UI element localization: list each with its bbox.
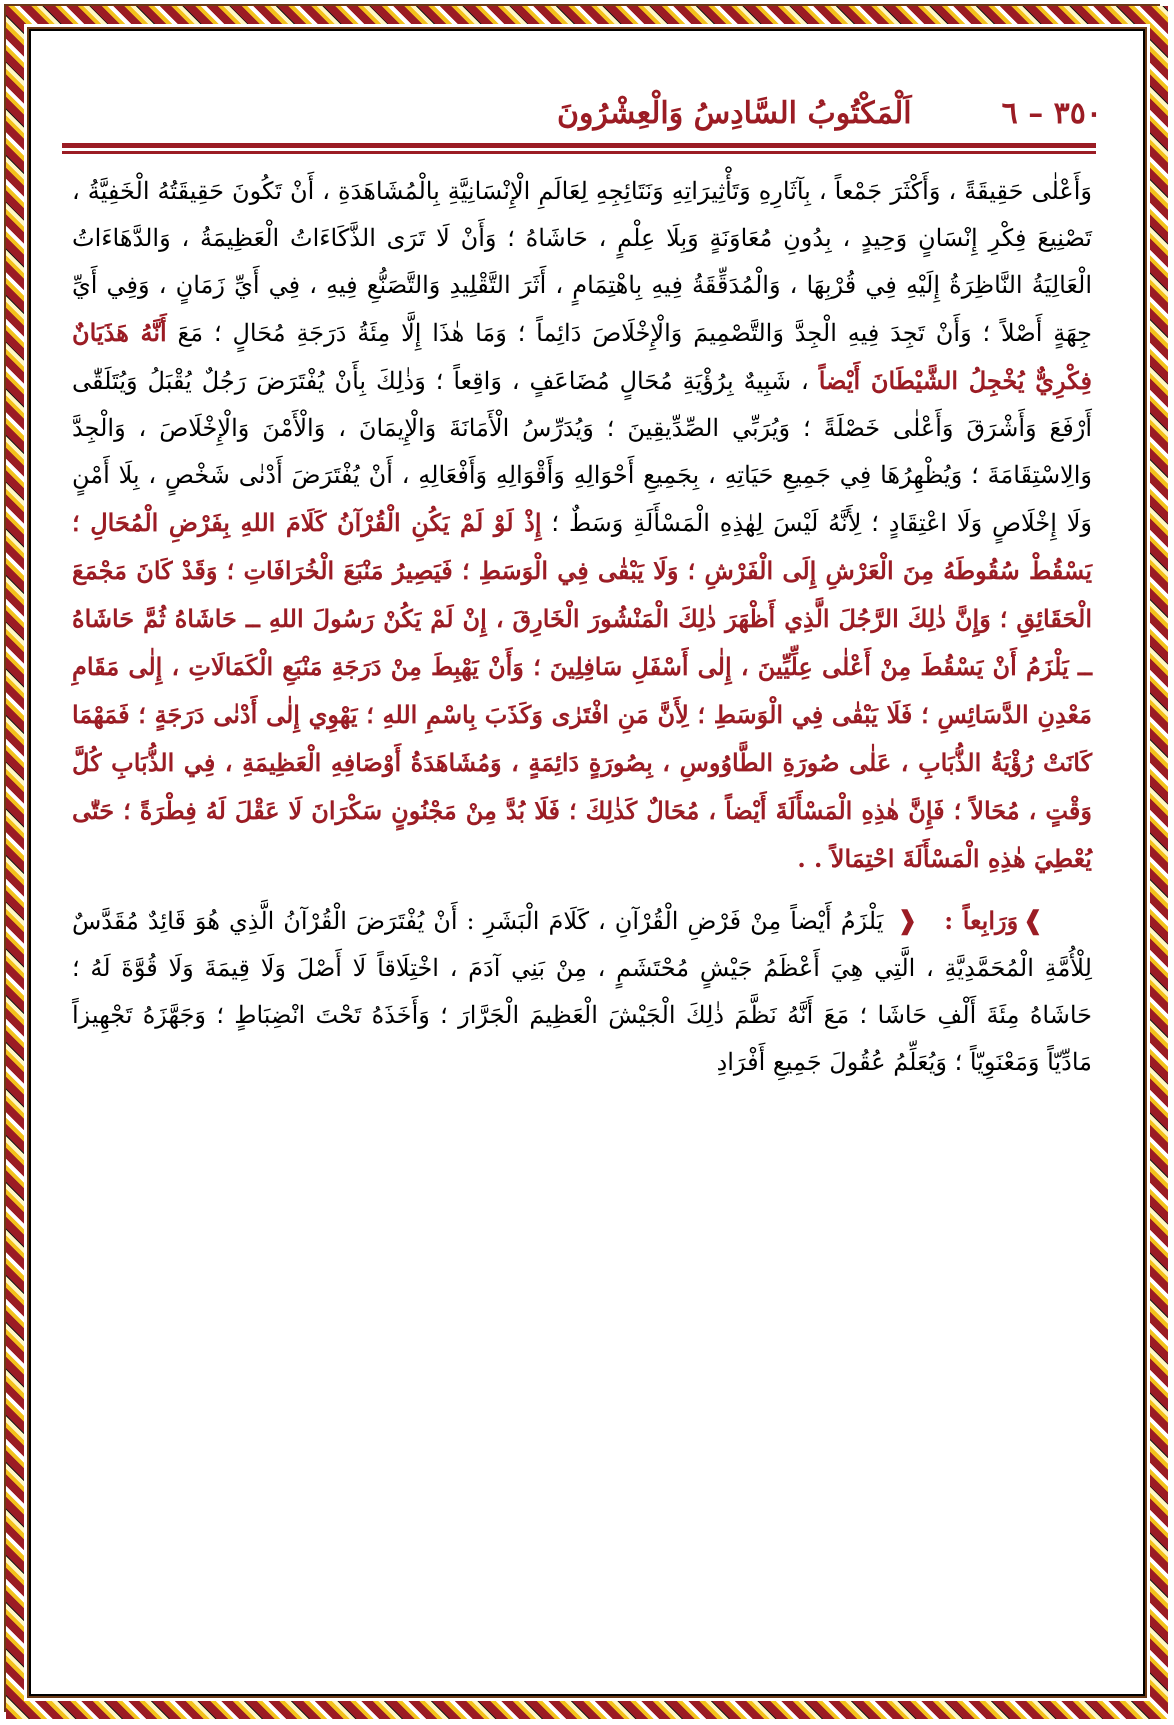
page-header bbox=[62, 88, 1112, 138]
running-title: اَلْمَكْتُوبُ السَّادِسُ وَالْعِشْرُونَ bbox=[556, 95, 912, 131]
text-segment: وَأَعْلٰى حَقِيقَةً ، وَأَكْثَرَ جَمْعاً ، بِآثَارِهِ وَتَأْثِيرَاتِهِ وَنَتَائِجِهِ لِعَالَمِ الْإِنْسَانِيَّةِ بِالْمُشَاهَدَةِ ، أَنْ تَكُونَ حَقِيقَتُهُ الْخَفِيَّةُ ، تَصْنِيعَ فِكْرِ إِنْسَانٍ وَحِيدٍ ، بِدُونِ مُعَاوَنَةٍ وَبِلَا عِلْمٍ ، حَاشَاهُ ؛ وَأَنْ لَا تَرَى الذَّكَاءَاتُ الْعَظِيمَةُ ، وَالدَّهَاءَاتُ الْعَالِيَةُ النَّاظِرَةُ إِلَيْهِ فِي قُرْبِهَا ، وَالْمُدَقِّقَةُ فِيهِ بِاهْتِمَامٍ ، أَثَرَ التَّقْلِيدِ وَالتَّصَنُّعِ فِيهِ ، فِي أَيِّ زَمَانٍ ، وَفِي أَيِّ جِهَةٍ أَصْلاً ؛ وَأَنْ تَجِدَ فِيهِ الْجِدَّ وَالتَّصْمِيمَ وَالْإِخْلَاصَ دَائِماً ؛ وَمَا هٰذَا إِلَّا مِئَةُ دَرَجَةِ مُحَالٍ ؛ مَعَ bbox=[72, 177, 1092, 347]
highlighted-text: أَنَّهُ هَذَيَانٌ فِكْرِيٌّ يُخْجِلُ الشَّيْطَانَ أَيْضاً bbox=[72, 318, 1092, 395]
paragraph bbox=[72, 168, 1092, 883]
page-number: ٣٥٠ – ٦ bbox=[1001, 95, 1102, 131]
ornament-bracket-icon: ❰ bbox=[896, 906, 919, 936]
paragraph bbox=[72, 897, 1092, 1086]
section-marker bbox=[892, 906, 1070, 935]
text-segment: ، شَبِيهٌ بِرُؤْيَةِ مُحَالٍ مُضَاعَفٍ ، وَاقِعاً ؛ وَذٰلِكَ بِأَنْ يُفْتَرَضَ رَجُلٌ يُقْبَلُ وَيُتَلَقّٰى أَرْفَعَ وَأَشْرَقَ وَأَعْلٰى خَصْلَةً ؛ وَيُرَبِّي الصِّدِّيقِينَ ؛ وَيُدَرِّسُ الْأَمَانَةَ وَالْإِيمَانَ ، وَالْأَمْنَ وَالْإِخْلَاصَ ، وَالْجِدَّ وَالِاسْتِقَامَةَ ؛ وَيُظْهِرُهَا فِي جَمِيعِ حَيَاتِهِ ، بِجَمِيعِ أَحْوَالِهِ وَأَقْوَالِهِ وَأَفْعَالِهِ ، أَنْ يُفْتَرَضَ أَدْنٰى شَخْصٍ ، بِلَا أَمْنٍ وَلَا إِخْلَاصٍ وَلَا اعْتِقَادٍ ؛ لِأَنَّهُ لَيْسَ لِهٰذِهِ الْمَسْأَلَةِ وَسَطٌ ؛ bbox=[72, 367, 1092, 537]
header-rule-thin bbox=[62, 151, 1096, 154]
ornament-bracket-icon: ❱ bbox=[1022, 906, 1044, 936]
text-segment: يَلْزَمُ أَيْضاً مِنْ فَرْضِ الْقُرْآنِ ، كَلَامَ الْبَشَرِ : أَنْ يُفْتَرَضَ الْقُرْآنُ الَّذِي هُوَ قَائِدٌ مُقَدَّسٌ لِلْأُمَّةِ الْمُحَمَّدِيَّةِ ، الَّتِي هِيَ أَعْظَمُ جَيْشٍ مُحْتَشَمٍ ، مِنْ بَنِي آدَمَ ، اخْتِلَاقاً لَا أَصْلَ وَلَا قِيمَةَ وَلَا قُوَّةَ لَهُ ؛ حَاشَاهُ مِئَةَ أَلْفِ حَاشَا ؛ مَعَ أَنَّهُ نَظَّمَ ذٰلِكَ الْجَيْشَ الْعَظِيمَ الْجَرَّارَ ؛ وَأَخَذَهُ تَحْتَ انْضِبَاطٍ ؛ وَجَهَّزَهُ تَجْهِيزاً مَادِّيّاً وَمَعْنَوِيّاً ؛ وَيُعَلِّمُ عُقُولَ جَمِيعِ أَفْرَادِ bbox=[72, 907, 1092, 1076]
highlighted-text: إِذْ لَوْ لَمْ يَكُنِ الْقُرْآنُ كَلَامَ اللهِ بِفَرْضِ الْمُحَالِ ؛ يَسْقُطْ سُقُوطَهُ مِنَ الْعَرْشِ إِلَى الْفَرْشِ ؛ وَلَا يَبْقٰى فِي الْوَسَطِ ؛ فَيَصِيرُ مَنْبَعَ الْخُرَافَاتِ ؛ وَقَدْ كَانَ مَجْمَعَ الْحَقَائِقِ ؛ وَإِنَّ ذٰلِكَ الرَّجُلَ الَّذِي أَظْهَرَ ذٰلِكَ الْمَنْشُورَ الْخَارِقَ ، إِنْ لَمْ يَكُنْ رَسُولَ اللهِ ــ حَاشَاهُ ثُمَّ حَاشَاهُ ــ يَلْزَمُ أَنْ يَسْقُطَ مِنْ أَعْلٰى عِلِّيِّينَ ، إِلٰى أَسْفَلِ سَافِلِينَ ؛ وَأَنْ يَهْبِطَ مِنْ دَرَجَةِ مَنْبَعِ الْكَمَالَاتِ ، إِلٰى مَقَامِ مَعْدِنِ الدَّسَائِسِ ؛ فَلَا يَبْقٰى فِي الْوَسَطِ ؛ لِأَنَّ مَنِ افْتَرٰى وَكَذَبَ بِاسْمِ اللهِ ؛ يَهْوِي إِلٰى أَدْنٰى دَرَجَةٍ ؛ فَمَهْمَا كَانَتْ رُؤْيَةُ الذُّبَابِ ، عَلٰى صُورَةِ الطَّاوُوسِ ، بِصُورَةٍ دَائِمَةٍ ، وَمُشَاهَدَةُ أَوْصَافِهِ الْعَظِيمَةِ ، فِي الذُّبَابِ كُلَّ وَقْتٍ ، مُحَالاً ؛ فَإِنَّ هٰذِهِ الْمَسْأَلَةَ أَيْضاً ، مُحَالٌ كَذٰلِكَ ؛ فَلَا بُدَّ مِنْ مَجْنُونٍ سَكْرَانَ لَا عَقْلَ لَهُ فِطْرَةً ؛ حَتّٰى يُعْطِيَ هٰذِهِ الْمَسْأَلَةَ احْتِمَالاً . . bbox=[72, 508, 1092, 873]
page-body bbox=[72, 168, 1092, 1086]
section-marker-label: وَرَابِعاً : bbox=[944, 906, 1019, 935]
header-rule bbox=[62, 143, 1096, 148]
